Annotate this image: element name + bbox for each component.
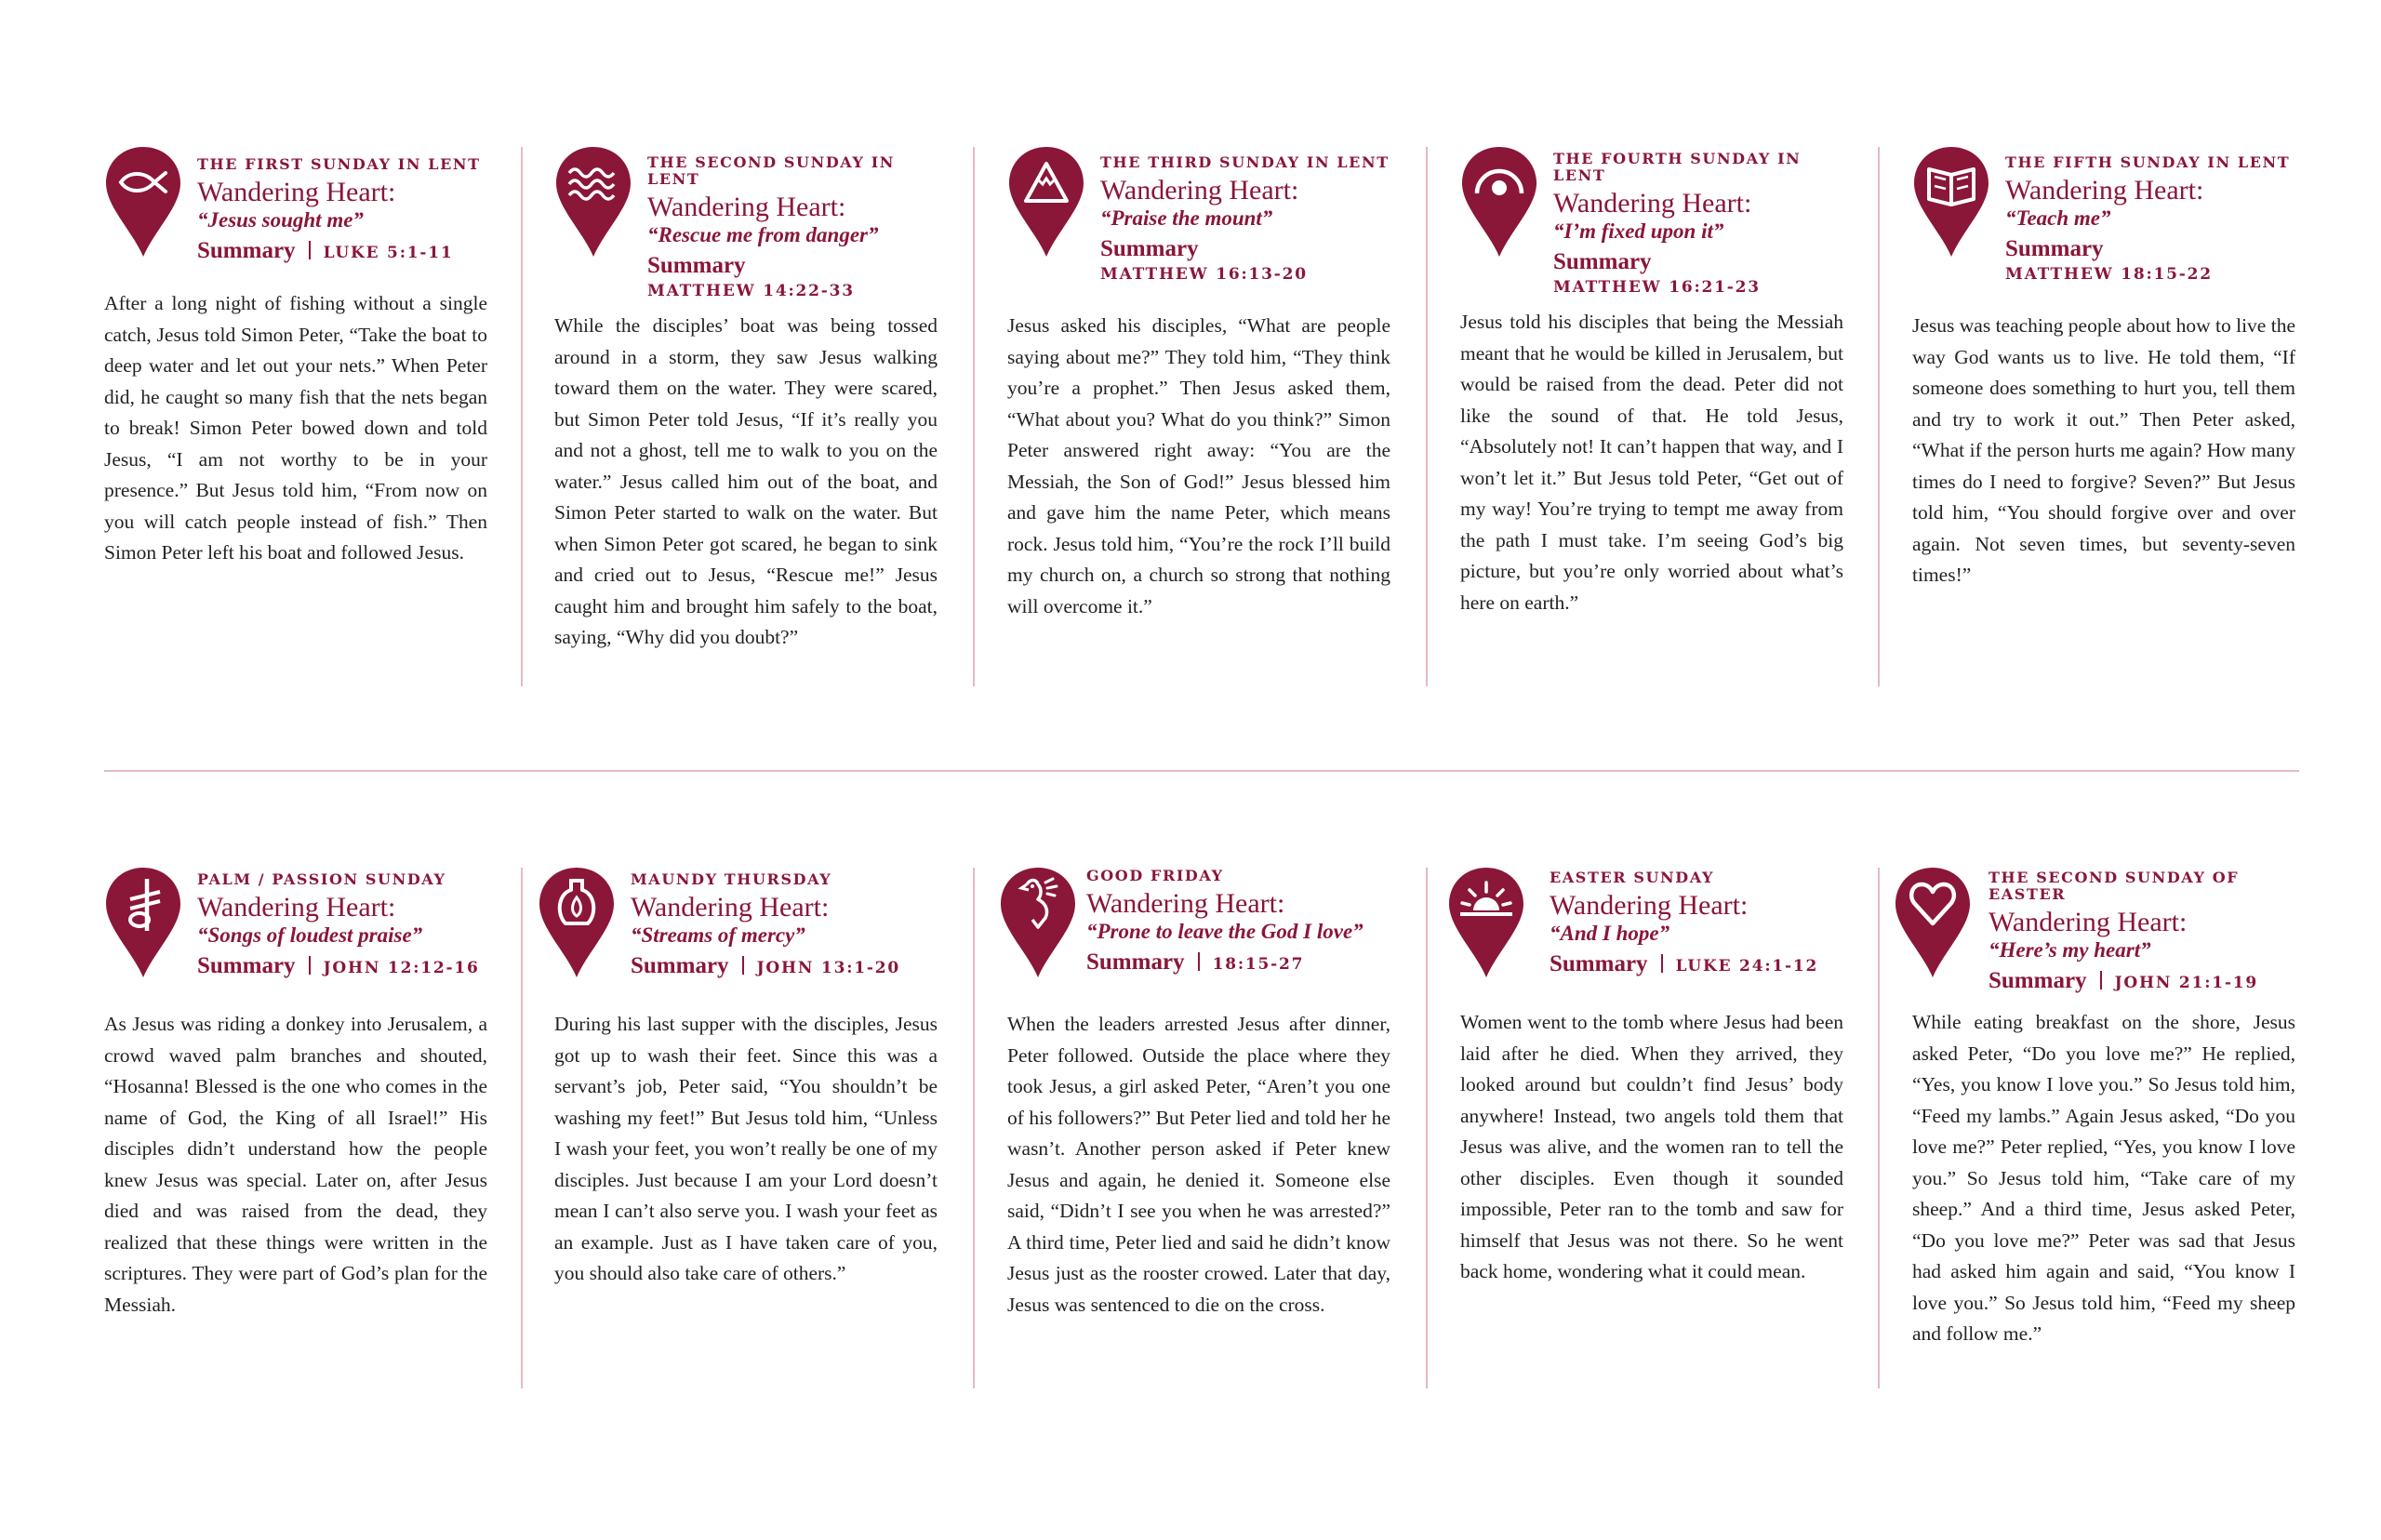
eyebrow: THE SECOND SUNDAY OF EASTER	[1989, 869, 2240, 903]
summary-line	[1553, 249, 1851, 298]
scripture-reference: MATTHEW 16:13-20	[1100, 265, 1308, 284]
summary-text: When the leaders arrested Jesus after dinner, Peter followed. Outside the place where they took Jesus, a girl asked Peter, “Aren’t you one of his followers?” But Peter lied and told her he wasn’t. Another person asked if Peter knew Jesus and again, he denied it. Someone else said, “Didn’t I see you when he was arrested?” A third time, Peter lied and said he didn’t know Jesus just as the rooster crowed. Later that day, Jesus was sentenced to die on the cross.	[1007, 1013, 1390, 1316]
eyebrow: EASTER SUNDAY	[1550, 869, 1714, 886]
column-divider	[521, 868, 523, 1388]
series-title: Wandering Heart:	[197, 177, 396, 207]
eyebrow: GOOD FRIDAY	[1086, 867, 1224, 884]
summary-text: While eating breakfast on the shore, Jesus asked Peter, “Do you love me?” He replied, “Yes, you know I love you.” So Jesus told him, “Feed my lambs.” Again Jesus asked, “Do you love me?” Peter replied, “Yes, you know I love you.” So Jesus told him, “Take care of my sheep.” And a third time, Jesus asked Peter, “Do you love me?” Peter was sad that Jesus had asked him again and said, “You know I love you.” So Jesus told him, “Feed my sheep and follow me.”	[1912, 1011, 2295, 1345]
subtitle: “Rescue me from danger”	[647, 223, 879, 246]
summary-line	[197, 953, 495, 981]
subtitle: “Here’s my heart”	[1989, 938, 2151, 962]
series-title: Wandering Heart:	[1989, 907, 2188, 937]
subtitle: “And I hope”	[1550, 922, 1670, 945]
summary-text: Jesus was teaching people about how to live the way God wants us to live. He told them, “If someone does something to hurt you, tell them and try to work it out.” Then Peter asked, “What if the person hurts me again? How many times do I need to forgive? Seven?” But Jesus told him, “You should forgive over and over again. Not seven times, but seventy-seven times!”	[1912, 314, 2295, 586]
subtitle: “Streams of mercy”	[631, 923, 805, 947]
scripture-reference: MATTHEW 18:15-22	[2005, 265, 2213, 284]
series-title: Wandering Heart:	[1553, 188, 1752, 219]
eyebrow: PALM / PASSION SUNDAY	[197, 870, 446, 888]
summary-text: While the disciples’ boat was being tossed around in a storm, they saw Jesus walking toward them on the water. They were scared, but Simon Peter told Jesus, “If it’s really you and not a ghost, tell me to walk to you on the water.” Jesus called him out of the boat, and Simon Peter started to walk on the water. But when Simon Peter got scared, he began to sink and cried out to Jesus, “Rescue me!” Jesus caught him and brought him safely to the boat, saying, “Why did you doubt?”	[554, 314, 938, 648]
summary-line	[197, 238, 495, 266]
summary-line	[1100, 236, 1398, 285]
eyebrow: THE FIFTH SUNDAY IN LENT	[2005, 153, 2291, 171]
music-note-icon	[104, 866, 182, 979]
summary-label: Summary	[1086, 949, 1185, 975]
eyebrow: MAUNDY THURSDAY	[631, 870, 832, 888]
divider	[1198, 952, 1200, 971]
column-divider	[1878, 868, 1880, 1388]
divider	[2100, 971, 2102, 989]
summary-text: Jesus told his disciples that being the Messiah meant that he would be killed in Jerusalem, but would be raised from the dead. Peter did not like the sound of that. He told Jesus, “Absolutely not! It can’t happen that way, and I won’t let it.” But Jesus told Peter, “Get out of my way! You’re trying to tempt me away from the path I must take. I’m seeing God’s big picture, but you’re only worried about what’s here on earth.”	[1460, 311, 1843, 614]
subtitle: “Songs of loudest praise”	[197, 923, 423, 947]
series-title: Wandering Heart:	[631, 892, 830, 923]
summary-label: Summary	[631, 953, 729, 978]
summary-text: Jesus asked his disciples, “What are people saying about me?” They told him, “They think you’re a prophet.” Then Jesus asked them, “What about you? What do you think?” Simon Peter answered right away: “You are the Messiah, the Son of God!” Jesus blessed him and gave him the name Peter, which means rock. Jesus told him, “You’re the rock I’ll build my church on, a church so strong that nothing will overcome it.”	[1007, 314, 1390, 617]
subtitle: “Teach me”	[2005, 206, 2111, 230]
rooster-icon	[999, 866, 1077, 979]
summary-label: Summary	[197, 953, 296, 978]
eyebrow: THE FOURTH SUNDAY IN LENT	[1553, 150, 1802, 184]
scripture-reference: JOHN 12:12-16	[323, 959, 480, 977]
summary-text: After a long night of fishing without a single catch, Jesus told Simon Peter, “Take the boat to deep water and let out your nets.” When Peter did, he caught so many fish that the nets began to break! Simon Peter bowed down and told Jesus, “I am not worthy to be in your presence.” But Jesus told him, “From now on you will catch people instead of fish.” Then Simon Peter left his boat and followed Jesus.	[104, 292, 487, 564]
summary-label: Summary	[2005, 236, 2104, 261]
column-divider	[973, 147, 975, 686]
scripture-reference: LUKE 24:1-12	[1675, 957, 1819, 976]
summary-text: Women went to the tomb where Jesus had been laid after he died. When they arrived, they looked around but couldn’t find Jesus’ body anywhere! Instead, two angels told them that Jesus was alive, and the women ran to tell the other disciples. Even though it sounded impossible, Peter ran to the tomb and saw for himself that Jesus was not there. So he went back home, wondering what it could mean.	[1460, 1011, 1843, 1282]
column-divider	[1426, 868, 1428, 1388]
book-icon	[1912, 145, 1990, 259]
summary-text: As Jesus was riding a donkey into Jerusalem, a crowd waved palm branches and shouted, “Hosanna! Blessed is the one who comes in the name of God, the King of all Israel!” His disciples didn’t understand how the people knew Jesus was special. Later on, after Jesus died and was raised from the dead, they realized that these things were written in the scriptures. They were part of God’s plan for the Messiah.	[104, 1013, 487, 1316]
summary-label: Summary	[1553, 249, 1652, 274]
eyebrow: THE FIRST SUNDAY IN LENT	[197, 155, 481, 173]
summary-text: During his last supper with the disciples, Jesus got up to wash their feet. Since this was a servant’s job, Peter said, “You shouldn’t be washing my feet!” But Jesus told him, “Unless I wash your feet, you won’t really be one of my disciples. Just because I am your Lord doesn’t mean I can’t also serve you. I wash your feet as an example. Just as I have taken care of you, you should also take care of others.”	[554, 1013, 938, 1284]
column-divider	[1426, 147, 1428, 686]
scripture-reference: JOHN 13:1-20	[756, 959, 901, 977]
summary-line	[1086, 949, 1384, 977]
mountain-icon	[1007, 145, 1085, 259]
eye-icon	[1460, 145, 1538, 259]
series-title: Wandering Heart:	[2005, 175, 2204, 206]
series-title: Wandering Heart:	[1086, 888, 1285, 919]
eyebrow: THE SECOND SUNDAY IN LENT	[647, 153, 896, 188]
scripture-reference: JOHN 21:1-19	[2114, 974, 2259, 992]
column-divider	[521, 147, 523, 686]
scripture-reference: MATTHEW 16:21-23	[1553, 278, 1761, 297]
summary-label: Summary	[1550, 951, 1648, 976]
fish-icon	[104, 145, 182, 259]
divider	[309, 956, 311, 975]
subtitle: “Jesus sought me”	[197, 208, 364, 232]
scripture-reference: 18:15-27	[1212, 955, 1305, 974]
divider	[742, 956, 744, 975]
summary-label: Summary	[1100, 236, 1199, 261]
series-title: Wandering Heart:	[647, 192, 846, 222]
sunrise-icon	[1447, 866, 1525, 979]
divider	[1661, 954, 1663, 973]
heart-icon	[1894, 866, 1972, 979]
scripture-reference: LUKE 5:1-11	[323, 244, 454, 262]
series-title: Wandering Heart:	[197, 892, 396, 923]
series-title: Wandering Heart:	[1550, 890, 1749, 921]
summary-label: Summary	[197, 238, 296, 263]
column-divider	[973, 868, 975, 1388]
summary-line	[2005, 236, 2303, 285]
series-title: Wandering Heart:	[1100, 175, 1299, 206]
divider	[309, 241, 311, 259]
eyebrow: THE THIRD SUNDAY IN LENT	[1100, 153, 1390, 171]
summary-line	[631, 953, 928, 981]
summary-line	[647, 253, 945, 301]
subtitle: “I’m fixed upon it”	[1553, 219, 1724, 243]
scripture-reference: MATTHEW 14:22-33	[647, 282, 855, 300]
waves-icon	[554, 145, 632, 259]
summary-line	[1550, 951, 1847, 979]
summary-label: Summary	[1989, 968, 2087, 993]
jar-icon	[538, 866, 616, 979]
subtitle: “Prone to leave the God I love”	[1086, 920, 1363, 943]
subtitle: “Praise the mount”	[1100, 206, 1273, 230]
row-divider	[104, 770, 2299, 772]
column-divider	[1878, 147, 1880, 686]
summary-label: Summary	[647, 253, 746, 278]
summary-line	[1989, 968, 2305, 996]
